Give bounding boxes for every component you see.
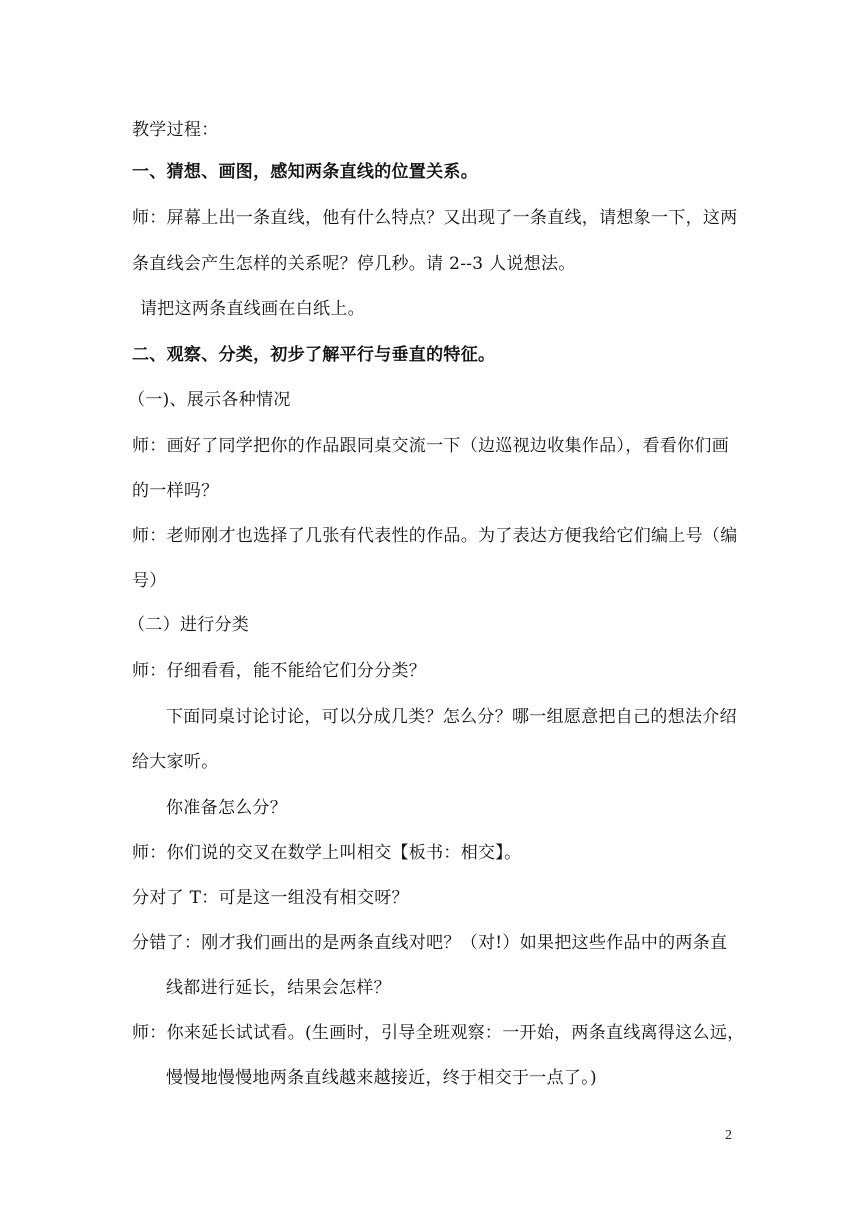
subsection-heading: （一)、展示各种情况: [128, 390, 291, 410]
paragraph-line: 请把这两条直线画在白纸上。: [140, 299, 365, 319]
paragraph-line: 号）: [132, 571, 167, 591]
paragraph-line: 下面同桌讨论讨论，可以分成几类？怎么分？哪一组愿意把自己的想法介绍: [166, 707, 737, 727]
paragraph-line: 分错了：刚才我们画出的是两条直线对吧？（对!）如果把这些作品中的两条直: [132, 933, 728, 953]
paragraph-line: 师：屏幕上出一条直线，他有什么特点？又出现了一条直线，请想象一下，这两: [132, 208, 738, 228]
paragraph-line: 师：老师刚才也选择了几张有代表性的作品。为了表达方便我给它们编上号（编: [132, 526, 738, 546]
subsection-heading: （二）进行分类: [128, 615, 250, 635]
paragraph-line: 慢慢地慢慢地两条直线越来越接近，终于相交于一点了。): [166, 1068, 597, 1088]
paragraph-line: 你准备怎么分？: [166, 798, 288, 818]
paragraph-line: 条直线会产生怎样的关系呢？停几秒。请 2--3 人说想法。: [132, 254, 576, 274]
page-number: 2: [725, 1128, 732, 1143]
paragraph-line: 师：你来延长试试看。(生画时，引导全班观察：一开始，两条直线离得这么远，: [132, 1023, 745, 1043]
section-one-heading: 一、猜想、画图，感知两条直线的位置关系。: [132, 162, 478, 182]
paragraph-line: 师：画好了同学把你的作品跟同桌交流一下（边巡视边收集作品），看看你们画: [132, 436, 729, 456]
paragraph-line: 的一样吗？: [132, 481, 219, 501]
paragraph-line: 分对了 T：可是这一组没有相交呀？: [132, 888, 409, 908]
section-two-heading: 二、观察、分类，初步了解平行与垂直的特征。: [132, 345, 496, 365]
paragraph-line: 师：仔细看看，能不能给它们分分类？: [132, 661, 427, 681]
paragraph-line: 师：你们说的交叉在数学上叫相交【板书：相交】。: [132, 843, 522, 863]
paragraph-line: 给大家听。: [132, 752, 219, 772]
teaching-process-heading: 教学过程：: [132, 120, 219, 140]
paragraph-line: 线都进行延长，结果会怎样？: [166, 978, 391, 998]
